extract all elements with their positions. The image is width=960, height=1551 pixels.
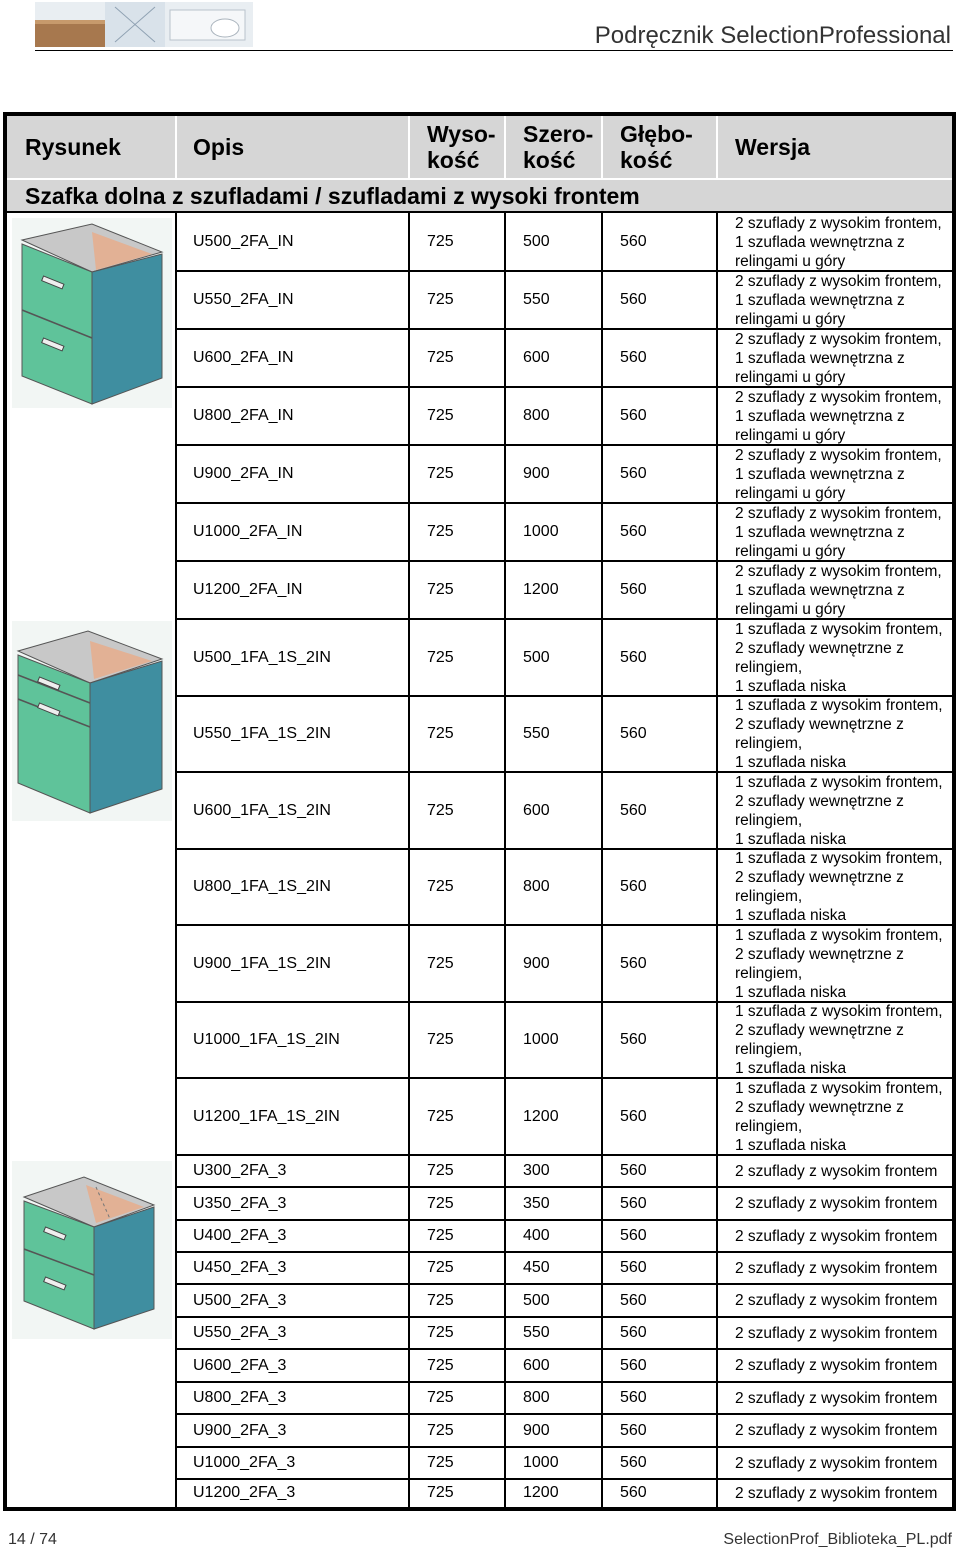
- page-number: 14 / 74: [8, 1531, 57, 1548]
- cell-gleb: 560: [620, 725, 647, 742]
- cell-wersja-text: 2 szuflady z wysokim frontem: [735, 1227, 938, 1245]
- cell-wersja-text: 1 szuflada z wysokim frontem, 2 szuflady wewnętrzne z relingiem, 1 szuflada niska: [735, 850, 943, 924]
- cell-szer: 1200: [523, 581, 559, 598]
- cell-wersja: [735, 849, 953, 925]
- cell-wys: 725: [427, 1454, 454, 1471]
- cell-szer: 600: [523, 349, 550, 366]
- cell-wersja: [735, 1284, 953, 1317]
- cell-wersja: [735, 1002, 953, 1078]
- cell-szer: 900: [523, 954, 550, 972]
- cabinet-2-drawers-drawing: [12, 1161, 172, 1344]
- cell-szer: 1200: [523, 1484, 559, 1501]
- cell-wys: 725: [427, 1259, 454, 1276]
- cell-wersja-text: 1 szuflada z wysokim frontem, 2 szuflady wewnętrzne z relingiem, 1 szuflada niska: [735, 1003, 943, 1077]
- header-separator: [716, 116, 718, 178]
- cell-wersja: [735, 1187, 953, 1220]
- cell-wersja-text: 2 szuflady z wysokim frontem, 1 szuflada wewnętrzna z relingami u góry: [735, 388, 942, 444]
- cell-opis: U1000_1FA_1S_2IN: [193, 1031, 340, 1048]
- cell-gleb: 560: [620, 349, 647, 366]
- cell-wersja: [735, 1317, 953, 1349]
- cell-szer: 900: [523, 1421, 550, 1439]
- col-width: [523, 116, 603, 178]
- cell-wys: 725: [427, 1421, 454, 1439]
- cell-gleb: 560: [620, 954, 647, 972]
- cell-wersja: [735, 561, 953, 619]
- col-depth-line1: Głębo-: [620, 121, 693, 147]
- cell-wersja: [735, 271, 953, 329]
- cell-gleb: 560: [620, 1291, 647, 1309]
- cell-opis: U800_1FA_1S_2IN: [193, 878, 331, 895]
- cell-opis: U300_2FA_3: [193, 1162, 287, 1179]
- file-name: SelectionProf_Biblioteka_PL.pdf: [723, 1531, 952, 1548]
- cell-szer: 550: [523, 1324, 550, 1341]
- cell-wys: 725: [427, 1389, 454, 1406]
- header-separator: [408, 116, 410, 178]
- col-height: [427, 116, 507, 178]
- cell-opis: U450_2FA_3: [193, 1259, 287, 1276]
- col-description: Opis: [193, 134, 245, 160]
- section-title: Szafka dolna z szufladami / szufladami z wysoki frontem: [25, 183, 640, 209]
- cell-wys: 725: [427, 407, 454, 424]
- cell-wersja: [735, 503, 953, 561]
- cell-szer: 1000: [523, 1031, 559, 1048]
- col-height-line2: kość: [427, 147, 480, 173]
- cell-wersja-text: 2 szuflady z wysokim frontem, 1 szuflada wewnętrzna z relingami u góry: [735, 330, 942, 386]
- cell-wersja: [735, 213, 953, 271]
- cell-opis: U600_1FA_1S_2IN: [193, 801, 331, 819]
- cell-opis: U900_2FA_IN: [193, 465, 294, 482]
- cell-gleb: 560: [620, 1259, 647, 1276]
- header-separator: [175, 116, 177, 178]
- cell-szer: 1200: [523, 1107, 559, 1125]
- header-separator: [504, 116, 506, 178]
- cell-szer: 500: [523, 1291, 550, 1309]
- cell-szer: 550: [523, 725, 550, 742]
- col-line: [504, 213, 506, 1507]
- cell-wys: 725: [427, 1324, 454, 1341]
- col-line: [175, 213, 177, 1507]
- cell-wersja: [735, 445, 953, 503]
- cell-gleb: 560: [620, 648, 647, 666]
- col-version: Wersja: [735, 134, 811, 160]
- cell-gleb: 560: [620, 1324, 647, 1341]
- col-height-line1: Wyso-: [427, 121, 496, 147]
- cell-opis: U550_1FA_1S_2IN: [193, 725, 331, 742]
- cell-wersja: [735, 1220, 953, 1252]
- cell-gleb: 560: [620, 1389, 647, 1406]
- col-width-line1: Szero-: [523, 121, 594, 147]
- cell-wys: 725: [427, 801, 454, 819]
- cell-wersja-text: 2 szuflady z wysokim frontem, 1 szuflada wewnętrzna z relingami u góry: [735, 446, 942, 502]
- cell-opis: U600_2FA_3: [193, 1356, 287, 1374]
- cell-szer: 500: [523, 648, 550, 666]
- col-drawing: Rysunek: [25, 134, 121, 160]
- cell-wys: 725: [427, 349, 454, 366]
- cell-gleb: 560: [620, 1227, 647, 1244]
- cell-gleb: 560: [620, 407, 647, 424]
- cell-wersja-text: 2 szuflady z wysokim frontem: [735, 1454, 938, 1472]
- cell-wersja: [735, 1447, 953, 1479]
- col-depth: [620, 116, 715, 178]
- cell-wersja-text: 2 szuflady z wysokim frontem, 1 szuflada wewnętrzna z relingami u góry: [735, 504, 942, 560]
- cell-szer: 900: [523, 465, 550, 482]
- cell-wersja: [735, 1349, 953, 1382]
- cell-wersja: [735, 1252, 953, 1284]
- cell-gleb: 560: [620, 878, 647, 895]
- cell-wersja: [735, 1479, 953, 1507]
- header-kitchen-image: [35, 2, 253, 47]
- cell-opis: U1000_2FA_3: [193, 1454, 296, 1471]
- cabinet-1-drawer-1-short-drawing: [12, 621, 172, 826]
- cell-szer: 800: [523, 1389, 550, 1406]
- cell-wys: 725: [427, 291, 454, 308]
- cell-opis: U350_2FA_3: [193, 1194, 287, 1212]
- header-title: Podręcznik SelectionProfessional: [594, 22, 951, 49]
- cell-gleb: 560: [620, 1356, 647, 1374]
- cell-wersja-text: 2 szuflady z wysokim frontem: [735, 1292, 938, 1309]
- cell-gleb: 560: [620, 801, 647, 819]
- cell-wys: 725: [427, 581, 454, 598]
- cell-szer: 400: [523, 1227, 550, 1244]
- cell-wersja-text: 2 szuflady z wysokim frontem: [735, 1484, 938, 1502]
- cell-wersja-text: 2 szuflady z wysokim frontem: [735, 1357, 938, 1374]
- cell-wersja-text: 2 szuflady z wysokim frontem: [735, 1324, 938, 1342]
- cell-szer: 600: [523, 1356, 550, 1374]
- header-separator: [601, 116, 603, 178]
- cell-wersja-text: 1 szuflada z wysokim frontem, 2 szuflady wewnętrzne z relingiem, 1 szuflada niska: [735, 697, 943, 771]
- cell-wys: 725: [427, 648, 454, 666]
- cell-gleb: 560: [620, 523, 647, 540]
- cell-wersja: [735, 772, 953, 849]
- cell-szer: 1000: [523, 523, 559, 540]
- cell-wersja-text: 2 szuflady z wysokim frontem: [735, 1259, 938, 1277]
- cell-szer: 500: [523, 233, 550, 250]
- cell-wersja: [735, 1414, 953, 1447]
- cell-opis: U1200_2FA_IN: [193, 581, 303, 598]
- cell-wys: 725: [427, 1031, 454, 1048]
- cell-wersja-text: 2 szuflady z wysokim frontem: [735, 1195, 938, 1212]
- cell-wys: 725: [427, 954, 454, 972]
- cell-opis: U500_2FA_IN: [193, 233, 294, 250]
- col-width-line2: kość: [523, 147, 576, 173]
- cell-szer: 600: [523, 801, 550, 819]
- header-divider: [7, 178, 952, 180]
- cell-opis: U550_2FA_IN: [193, 291, 294, 308]
- cell-gleb: 560: [620, 291, 647, 308]
- cell-wersja-text: 2 szuflady z wysokim frontem: [735, 1162, 938, 1180]
- cell-wersja: [735, 1078, 953, 1155]
- cell-gleb: 560: [620, 1194, 647, 1212]
- cell-opis: U550_2FA_3: [193, 1324, 287, 1341]
- cell-wersja-text: 1 szuflada z wysokim frontem, 2 szuflady wewnętrzne z relingiem, 1 szuflada niska: [735, 620, 943, 695]
- cell-opis: U1200_1FA_1S_2IN: [193, 1107, 340, 1125]
- cell-wys: 725: [427, 465, 454, 482]
- cell-opis: U400_2FA_3: [193, 1227, 287, 1244]
- cell-opis: U1000_2FA_IN: [193, 523, 303, 540]
- col-depth-line2: kość: [620, 147, 673, 173]
- cell-gleb: 560: [620, 1107, 647, 1125]
- cell-gleb: 560: [620, 581, 647, 598]
- cell-szer: 300: [523, 1162, 550, 1179]
- cell-szer: 450: [523, 1259, 550, 1276]
- cell-wersja-text: 2 szuflady z wysokim frontem: [735, 1389, 938, 1407]
- cell-wersja-text: 2 szuflady z wysokim frontem, 1 szuflada wewnętrzna z relingami u góry: [735, 562, 942, 618]
- cell-wersja: [735, 1155, 953, 1187]
- cell-wersja: [735, 387, 953, 445]
- col-line: [408, 213, 410, 1507]
- cell-wersja: [735, 619, 953, 696]
- cell-wersja-text: 1 szuflada z wysokim frontem, 2 szuflady wewnętrzne z relingiem, 1 szuflada niska: [735, 1079, 943, 1154]
- cell-wersja-text: 1 szuflada z wysokim frontem, 2 szuflady wewnętrzne z relingiem, 1 szuflada niska: [735, 926, 943, 1001]
- cell-opis: U500_2FA_3: [193, 1291, 287, 1309]
- cell-wys: 725: [427, 725, 454, 742]
- cabinet-2-drawers-inner-drawing: [12, 218, 172, 413]
- cell-wys: 725: [427, 1291, 454, 1309]
- cell-wys: 725: [427, 233, 454, 250]
- cell-wys: 725: [427, 1356, 454, 1374]
- cell-wersja: [735, 1382, 953, 1414]
- cell-wys: 725: [427, 523, 454, 540]
- cell-gleb: 560: [620, 1484, 647, 1501]
- cell-wys: 725: [427, 1194, 454, 1212]
- cell-szer: 800: [523, 407, 550, 424]
- cell-opis: U900_1FA_1S_2IN: [193, 954, 331, 972]
- cell-opis: U500_1FA_1S_2IN: [193, 648, 331, 666]
- cell-wersja-text: 2 szuflady z wysokim frontem, 1 szuflada wewnętrzna z relingami u góry: [735, 272, 942, 328]
- cell-szer: 800: [523, 878, 550, 895]
- cell-wersja: [735, 925, 953, 1002]
- product-table: [3, 112, 956, 1511]
- cell-opis: U600_2FA_IN: [193, 349, 294, 366]
- cell-opis: U1200_2FA_3: [193, 1484, 296, 1501]
- col-line: [601, 213, 603, 1507]
- cell-szer: 350: [523, 1194, 550, 1212]
- cell-opis: U900_2FA_3: [193, 1421, 287, 1439]
- cell-wersja: [735, 696, 953, 772]
- cell-wersja: [735, 329, 953, 387]
- cell-opis: U800_2FA_3: [193, 1389, 287, 1406]
- cell-gleb: 560: [620, 233, 647, 250]
- cell-wys: 725: [427, 1162, 454, 1179]
- cell-wys: 725: [427, 1484, 454, 1501]
- cell-gleb: 560: [620, 1421, 647, 1439]
- cell-wersja-text: 2 szuflady z wysokim frontem: [735, 1422, 938, 1439]
- cell-gleb: 560: [620, 1454, 647, 1471]
- cell-gleb: 560: [620, 465, 647, 482]
- col-line: [716, 213, 718, 1507]
- cell-wys: 725: [427, 878, 454, 895]
- cell-wersja-text: 2 szuflady z wysokim frontem, 1 szuflada wewnętrzna z relingami u góry: [735, 214, 942, 270]
- cell-wersja-text: 1 szuflada z wysokim frontem, 2 szuflady wewnętrzne z relingiem, 1 szuflada niska: [735, 773, 943, 848]
- cell-wys: 725: [427, 1107, 454, 1125]
- cell-gleb: 560: [620, 1031, 647, 1048]
- header-rule: [35, 50, 953, 51]
- cell-wys: 725: [427, 1227, 454, 1244]
- cell-gleb: 560: [620, 1162, 647, 1179]
- cell-szer: 550: [523, 291, 550, 308]
- table-header: [7, 116, 952, 213]
- cell-szer: 1000: [523, 1454, 559, 1471]
- cell-opis: U800_2FA_IN: [193, 407, 294, 424]
